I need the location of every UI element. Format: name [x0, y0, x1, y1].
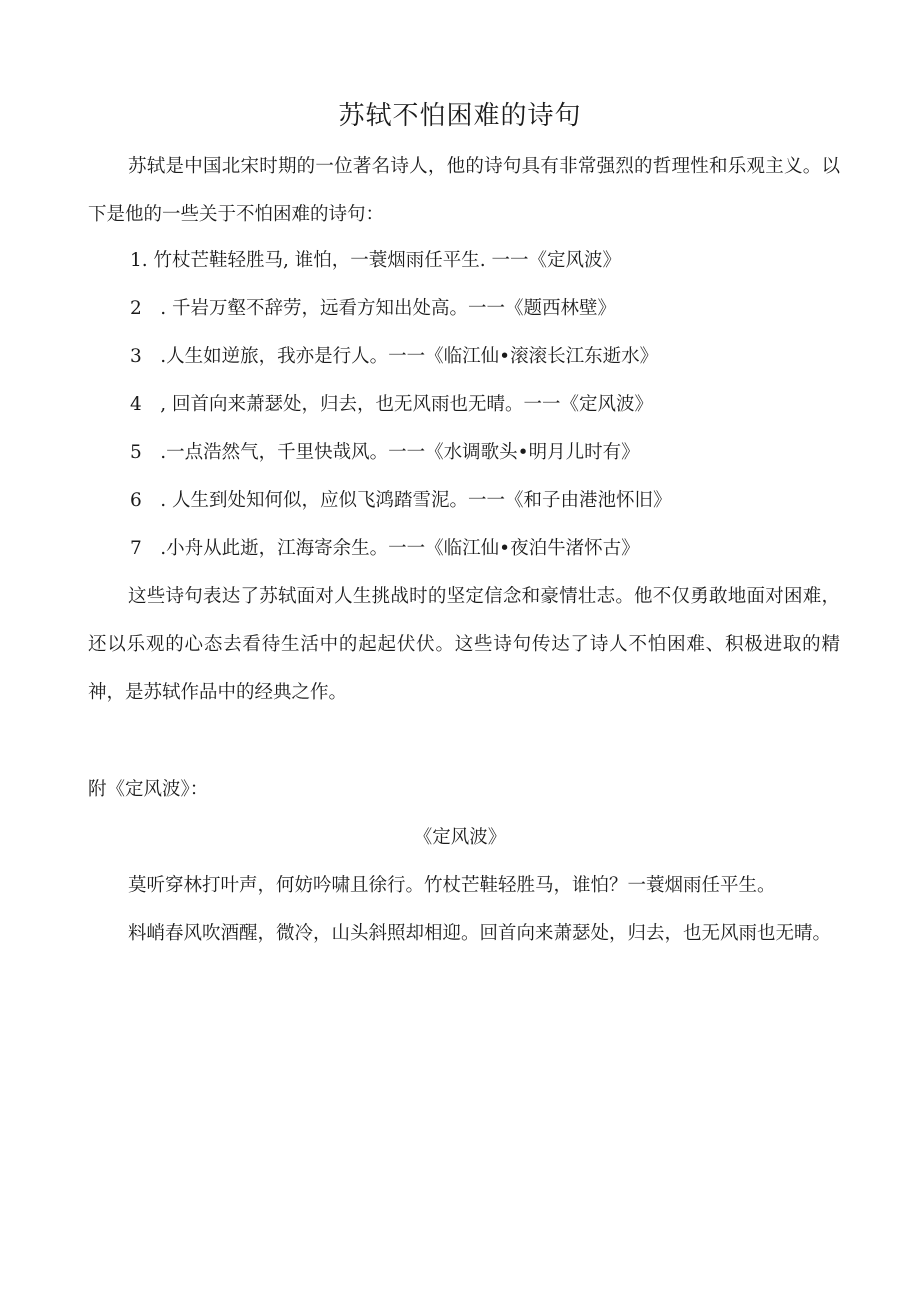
list-item: 3 .人生如逆旅，我亦是行人。一一《临江仙•滚滚长江东逝水》 [130, 346, 659, 367]
poem-line: 莫听穿林打叶声，何妨吟啸且徐行。竹杖芒鞋轻胜马，谁怕？一蓑烟雨任平生。 [128, 875, 776, 896]
page-title: 苏轼不怕困难的诗句 [338, 101, 582, 131]
list-item: 7 .小舟从此逝，江海寄余生。一一《临江仙•夜泊牛渚怀古》 [130, 538, 640, 559]
list-item: 5 .一点浩然气，千里快哉风。一一《水调歌头•明月儿时有》 [130, 442, 640, 463]
conclusion-paragraph: 这些诗句表达了苏轼面对人生挑战时的坚定信念和豪情壮志。他不仅勇敢地面对困难，还以乐观的心态去看待生活中的起起伏伏。这些诗句传达了诗人不怕困难、积极进取的精神，是苏轼作品中的经典之作。 [88, 586, 840, 703]
list-item: 2 . 千岩万壑不辞劳，远看方知出处高。一一《题西林壁》 [130, 298, 617, 319]
appendix-label: 附《定风波》： [88, 779, 209, 800]
intro-paragraph: 苏轼是中国北宋时期的一位著名诗人，他的诗句具有非常强烈的哲理性和乐观主义。以下是他的一些关于不怕困难的诗句： [88, 156, 840, 225]
poem-line: 料峭春风吹酒醒，微冷，山头斜照却相迎。回首向来萧瑟处，归去，也无风雨也无晴。 [128, 923, 832, 944]
poem-title: 《定风波》 [413, 827, 507, 848]
list-item: 6 . 人生到处知何似，应似飞鸿踏雪泥。一一《和子由港池怀旧》 [130, 490, 672, 511]
list-item: 1. 竹杖芒鞋轻胜马, 谁怕，一蓑烟雨任平生. 一一《定风波》 [130, 250, 622, 271]
list-item: 4 , 回首向来萧瑟处，归去，也无风雨也无晴。一一《定风波》 [130, 394, 654, 415]
